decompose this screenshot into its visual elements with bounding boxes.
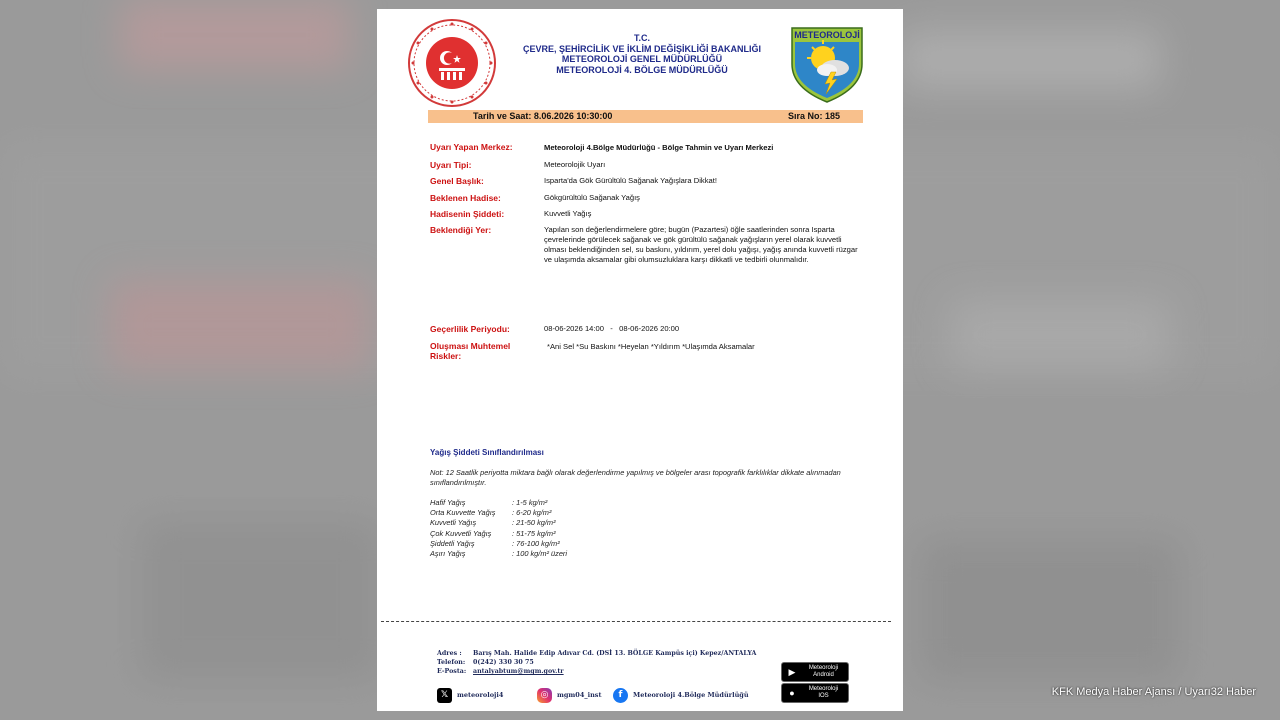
header-general-directorate: METEOROLOJİ GENEL MÜDÜRLÜĞÜ: [561, 54, 723, 64]
facebook-logo-icon: f: [613, 688, 628, 703]
bg-blur: [920, 540, 1180, 680]
android-label: Meteoroloji Android: [808, 665, 839, 678]
type-label: Uyarı Tipi:: [430, 160, 472, 170]
class-value: : 100 kg/m² üzeri: [512, 548, 568, 558]
watermark: KFK Medya Haber Ajansı / Uyarı32 Haber: [1051, 686, 1256, 698]
title-label: Genel Başlık:: [430, 176, 484, 186]
date-time: Tarih ve Saat: 8.06.2026 10:30:00: [473, 111, 613, 121]
ios-app-button[interactable]: [781, 683, 849, 703]
class-name: Çok Kuvvetli Yağış: [430, 528, 492, 538]
bg-blur: [140, 520, 380, 680]
meteoroloji-logo-icon: [787, 24, 867, 104]
class-value: : 51-75 kg/m²: [512, 528, 556, 538]
class-name: Hafif Yağış: [430, 498, 466, 507]
bg-blur: [120, 0, 350, 70]
ministry-header: [497, 33, 787, 75]
classification-title: Yağış Şiddeti Sınıflandırılması: [430, 448, 544, 457]
divider: [381, 621, 891, 622]
severity-value: Kuvvetli Yağış: [544, 209, 592, 218]
phone-value[interactable]: 0(242) 330 30 75: [473, 659, 534, 666]
address-value: Barış Mah. Halide Edip Adıvar Cd. (DSİ 13. BÖLGE Kampüs içi) Kepez/ANTALYA: [473, 650, 757, 657]
apple-icon: ●: [789, 687, 795, 698]
risks-label: Oluşması Muhtemel Riskler:: [430, 341, 511, 361]
facebook-social-link[interactable]: [613, 686, 749, 704]
bg-blur: [900, 30, 1160, 90]
address-key: Adres :: [437, 650, 462, 657]
class-value: : 21-50 kg/m²: [512, 518, 556, 528]
header-tc: T.C.: [633, 33, 650, 43]
phone-key: Telefon:: [437, 659, 466, 666]
x-social-link[interactable]: [437, 686, 503, 704]
x-logo-icon: 𝕏: [437, 688, 452, 703]
header-regional-directorate: METEOROLOJİ 4. BÖLGE MÜDÜRLÜĞÜ: [556, 64, 728, 75]
class-name: Şiddetli Yağış: [430, 538, 475, 548]
class-name: Kuvvetli Yağış: [430, 518, 477, 528]
type-value: Meteorolojik Uyarı: [544, 160, 606, 169]
logo-text: METEOROLOJİ: [794, 30, 860, 40]
facebook-handle: Meteoroloji 4.Bölge Müdürlüğü: [633, 691, 749, 699]
validity-label: Geçerlilik Periyodu:: [430, 324, 510, 334]
severity-label: Hadisenin Şiddeti:: [430, 209, 505, 219]
serial-number: Sıra No: 185: [788, 111, 841, 121]
warning-document: [377, 9, 903, 711]
instagram-logo-icon: ◎: [537, 688, 552, 703]
title-value: Isparta'da Gök Gürültülü Sağanak Yağışlara Dikkat!: [544, 176, 717, 185]
instagram-social-link[interactable]: [537, 686, 601, 704]
place-value: Yapılan son değerlendirmelere göre; bugün (Pazartesi) öğle saatlerinden sonra Isparta çevrelerinde görülecek sağanak ve gök gürültülü sağanak yağışların yerel olarak kuvvetli olması beklendiğinden sel, su baskını, yıldırım, yerel dolu yağışı, yağış anında kuvvetli rüzgar ve ulaşımda aksamalar gibi olumsuzluklara karşı dikkatli ve tedbirli olunmalıdır.: [544, 225, 858, 264]
play-store-icon: ▶: [788, 666, 796, 677]
place-label: Beklendiği Yer:: [430, 225, 492, 235]
event-label: Beklenen Hadise:: [430, 193, 501, 203]
class-name: Aşırı Yağış: [430, 548, 466, 558]
bg-blur: [950, 300, 1170, 370]
date-bar: [428, 110, 863, 123]
email-link[interactable]: antalyabtum@mgm.gov.tr: [473, 668, 564, 675]
bg-blur: [110, 280, 370, 370]
class-name: Orta Kuvvette Yağış: [430, 508, 496, 518]
validity-value: 08-06-2026 14:00 - 08-06-2026 20:00: [544, 324, 680, 333]
instagram-handle: mgm04_inst: [557, 691, 602, 699]
class-value: : 6-20 kg/m²: [512, 508, 552, 518]
email-key: E-Posta:: [437, 668, 467, 675]
event-value: Gökgürültülü Sağanak Yağış: [544, 193, 640, 202]
center-label: Uyarı Yapan Merkez:: [430, 142, 513, 152]
android-app-button[interactable]: [781, 662, 849, 682]
x-handle: meteoroloji4: [457, 691, 504, 699]
risks-value: *Ani Sel *Su Baskını *Heyelan *Yıldırım *Ulaşımda Aksamalar: [547, 342, 755, 351]
classification-note: Not: 12 Saatlik periyotta miktara bağlı olarak değerlendirme yapılmış ve bölgeler arası topografik farklılıklar dikkate alınmadan sınıflandırılmıştır.: [430, 468, 841, 487]
center-value: Meteoroloji 4.Bölge Müdürlüğü - Bölge Tahmin ve Uyarı Merkezi: [544, 143, 774, 152]
ministry-seal-icon: [407, 18, 497, 108]
ios-label: Meteoroloji IOS: [808, 686, 839, 699]
header-ministry: ÇEVRE, ŞEHİRCİLİK VE İKLİM DEĞİŞİKLİĞİ BAKANLIĞI: [522, 43, 762, 54]
class-value: : 76-100 kg/m²: [512, 538, 560, 548]
class-value: : 1-5 kg/m²: [512, 498, 548, 507]
